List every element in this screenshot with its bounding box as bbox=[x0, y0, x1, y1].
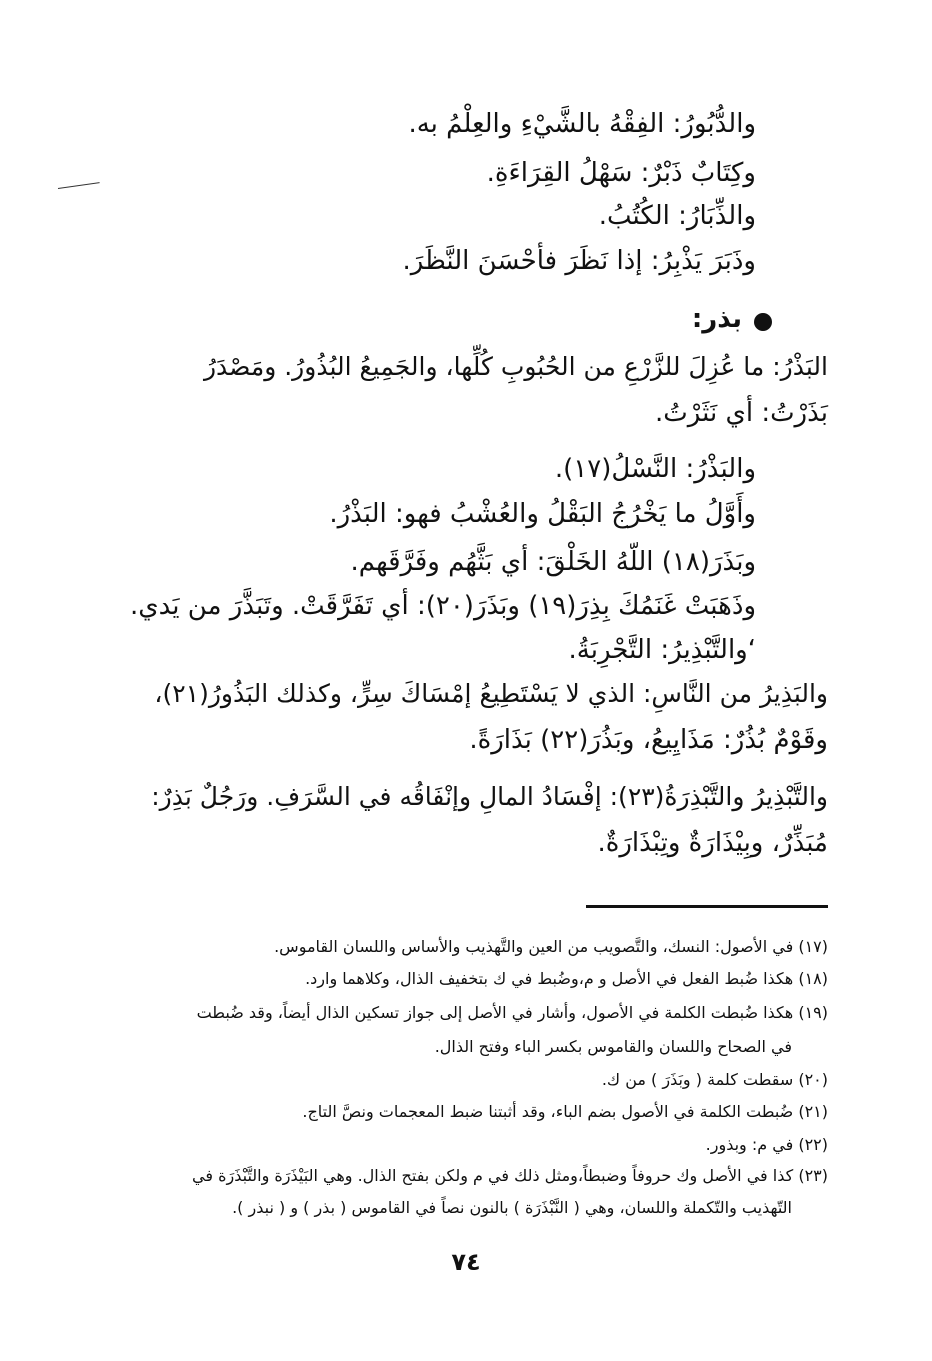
entry-line: وبَذَرَ(١٨) اللّهُ الخَلْقَ: أي بَثَّهُم وفَرَّقَهم. bbox=[350, 547, 756, 577]
root-heading: بذر: bbox=[691, 304, 742, 334]
entry-line: والدُّبُورُ: الفِقْهُ بالشَّيْءِ والعِلْمُ به. bbox=[408, 109, 756, 139]
paragraph-line: والتَّبْذِيرُ والتَّبْذِرَةُ(٢٣): إفْسَادُ المالِ وإنْفَاقُه في السَّرَفِ. ورَجُلٌ بَذِرٌ: bbox=[151, 782, 828, 811]
stray-pen-mark bbox=[58, 182, 100, 189]
entry-line: وكِتَابٌ ذَبْرٌ: سَهْلُ القِرَاءَةِ. bbox=[486, 158, 756, 188]
paragraph-line: وقَوْمٌ بُذُرٌ: مَذَايِيعُ، وبَذُرَ(٢٢) بَذَارَةً. bbox=[469, 725, 828, 755]
paragraph-line: مُبَذِّرٌ، وبِيْذَارَةٌ وتِبْذَارَةٌ. bbox=[597, 828, 828, 858]
footnote-line: (٢٢) في م: وبذور. bbox=[705, 1135, 828, 1154]
page-number: ٧٤ bbox=[451, 1248, 481, 1276]
entry-line: والذِّبَارُ: الكُتُبُ. bbox=[598, 201, 756, 231]
footnote-line: التّهذيب والتّكملة واللسان، وهي ( النَّبْذَرَة ) بالنون نصاً في القاموس ( بذر ) و ( نبذر ). bbox=[232, 1198, 792, 1217]
footnote-line: (٢٣) كذا في الأصل وك حروفاً وضبطاً،ومثل ذلك في م ولكن بفتح الذال. وهي البَيْذَرَة والتَّبْذَرَة في bbox=[192, 1166, 828, 1185]
definition-line: البَذْرُ: ما عُزِلَ للزَّرْعِ من الحُبُوبِ كُلِّها، والجَمِيعُ البُذُورُ. ومَصْدَرُ bbox=[203, 352, 828, 381]
entry-line: وذَهَبَتْ غَنَمُكَ بِذِرَ(١٩) وبَذَرَ(٢٠): أي تَفَرَّقَتْ. وتَبَذَّرَ من يَدي. bbox=[130, 591, 756, 621]
bullet-icon bbox=[754, 313, 772, 331]
footnote-line: (٢٠) سقطت كلمة ( وبَذَرَ ) من ك. bbox=[601, 1070, 828, 1089]
entry-line: وأَوَّلُ ما يَخْرُجُ البَقْلُ والعُشْبُ فهو: البَذْرُ. bbox=[329, 499, 756, 529]
entry-line: وذَبَرَ يَذْبِرُ: إذا نَظَرَ فأحْسَنَ النَّظَرَ. bbox=[402, 246, 756, 276]
footnote-line: (١٨) هكذا ضُبط الفعل في الأصل و م،وضُبط في ك بتخفيف الذال، وكلاهما وارد. bbox=[305, 969, 828, 988]
entry-line: والبَذْرُ: النَّسْلُ(١٧). bbox=[554, 454, 756, 484]
footnote-line: (١٧) في الأصول: النسك، والتَّصويب من العين والتَّهذيب والأساس واللسان القاموس. bbox=[274, 937, 828, 956]
definition-line: بَذَرْتُ: أي نَثَرْتُ. bbox=[655, 398, 828, 428]
footnote-separator bbox=[586, 905, 828, 908]
footnote-line: في الصحاح واللسان والقاموس بكسر الباء وفتح الذال. bbox=[434, 1037, 792, 1056]
footnote-line: (٢١) ضُبطت الكلمة في الأصول بضم الباء، وقد أثبتنا ضبط المعجمات ونصَّ التاج. bbox=[302, 1102, 828, 1121]
paragraph-line: والبَذِيرُ من النَّاسِ: الذي لا يَسْتَطِيعُ إمْسَاكَ سِرٍّ، وكذلك البَذُورُ(٢١)، bbox=[154, 679, 828, 708]
footnote-line: (١٩) هكذا ضُبطت الكلمة في الأصول، وأشار في الأصل إلى جواز تسكين الذال أيضاً، وقد ضُبطت bbox=[196, 1003, 828, 1022]
entry-line: ‘والتَّبْذِيرُ: التَّجْرِبَةُ. bbox=[568, 635, 756, 665]
